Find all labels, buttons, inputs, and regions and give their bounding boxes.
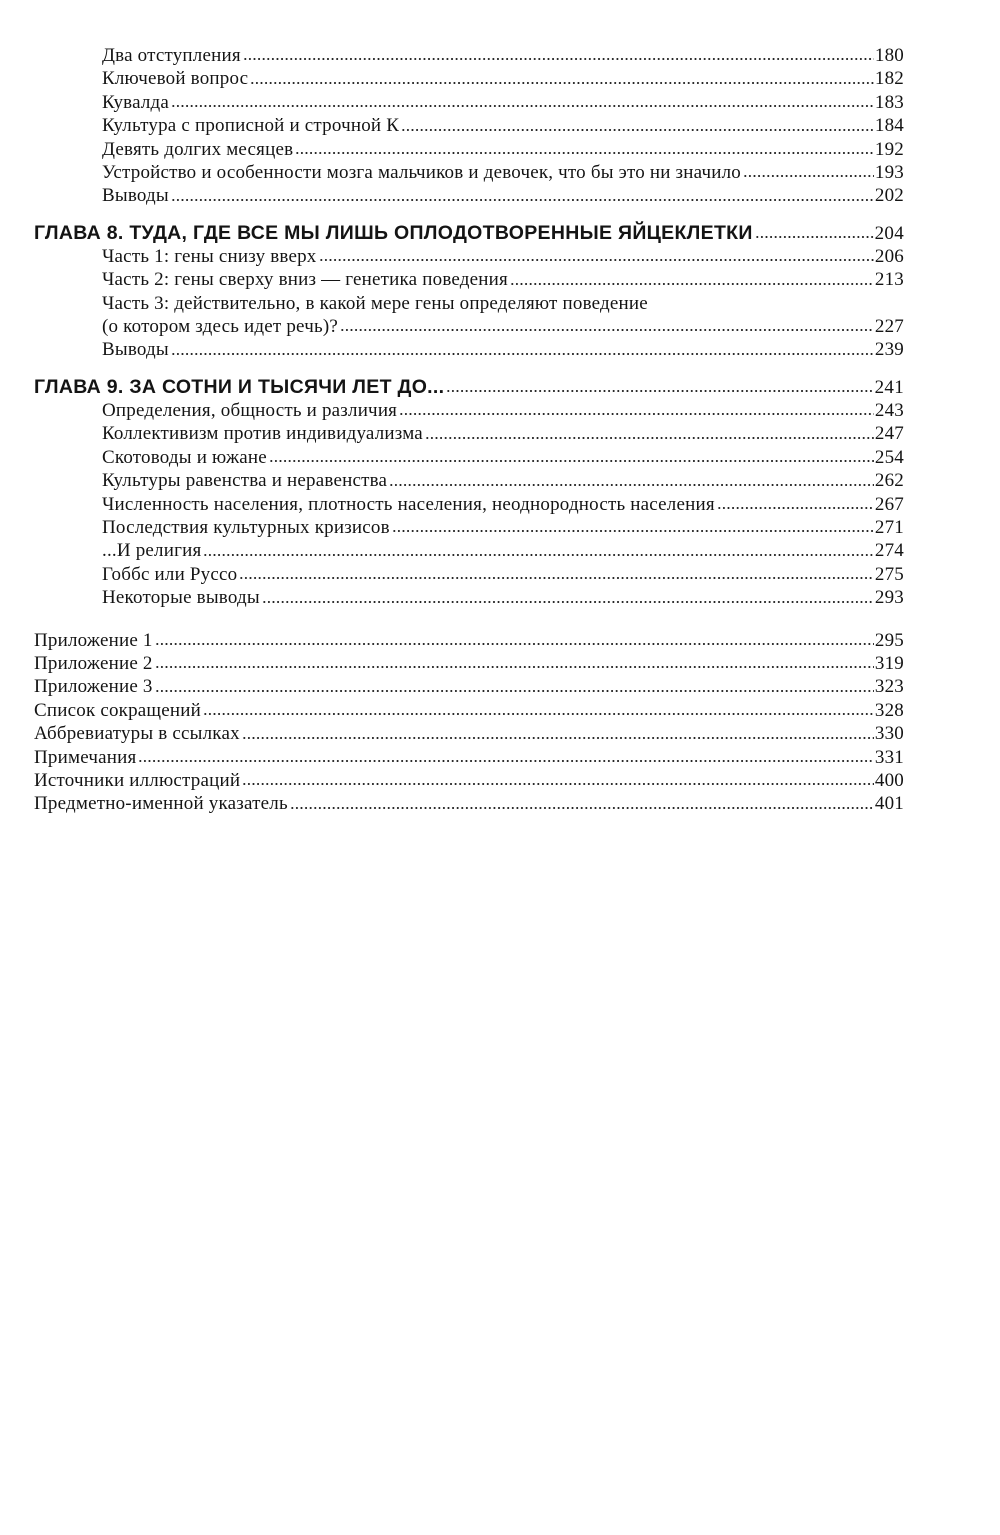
toc-entry-page: 271 (874, 516, 904, 538)
toc-entry-page: 401 (874, 793, 904, 815)
dot-leader (155, 688, 874, 694)
toc-entry (34, 338, 904, 361)
dot-leader (425, 435, 874, 441)
toc-entry (34, 422, 904, 445)
dot-leader (171, 351, 874, 357)
toc-entry (34, 268, 904, 291)
back-matter-entry (34, 652, 904, 675)
dot-leader (743, 173, 874, 179)
toc-entry (34, 138, 904, 161)
toc-entry-title: Два отступления (102, 45, 241, 66)
toc-entry-page: 213 (874, 269, 904, 291)
toc-entry-title: Источники иллюстраций (34, 769, 241, 791)
dot-leader (290, 805, 874, 811)
toc-entry-title: Выводы (102, 185, 169, 207)
toc-entry-title: Приложение 1 (34, 629, 153, 651)
toc-entry-page: 184 (874, 115, 904, 137)
toc-entry (34, 91, 904, 114)
toc-entry-page: 182 (874, 68, 904, 90)
toc-entry (34, 516, 904, 539)
toc-entry-title-line1: Часть 3: действительно, в какой мере гены определяют поведение (102, 292, 648, 314)
table-of-contents (34, 44, 904, 816)
toc-entry-page: 262 (874, 470, 904, 492)
toc-entry-page: 275 (874, 563, 904, 585)
toc-entry-title: Кувалда (102, 91, 170, 113)
toc-entry (34, 399, 904, 422)
toc-entry (34, 563, 904, 586)
toc-entry-page: 274 (874, 540, 904, 562)
chapter-page: 241 (874, 376, 904, 398)
toc-entry-page: 254 (874, 446, 904, 468)
dot-leader (242, 735, 874, 741)
dot-leader (243, 56, 874, 62)
toc-entry-title: Коллективизм против индивидуализма (102, 423, 423, 445)
dot-leader (155, 664, 874, 670)
back-matter-entry (34, 722, 904, 745)
toc-entry (34, 446, 904, 469)
toc-entry-title: Ключевой вопрос (102, 68, 249, 90)
dot-leader (269, 458, 874, 464)
dot-leader (717, 505, 874, 511)
dot-leader (392, 528, 874, 534)
dot-leader (242, 781, 874, 787)
toc-entry-page: 206 (874, 245, 904, 267)
toc-entry (34, 184, 904, 207)
dot-leader (239, 575, 874, 581)
toc-entry-title: Приложение 2 (34, 652, 153, 674)
toc-entry-page: 323 (874, 676, 904, 698)
toc-entry-title: Культуры равенства и неравенства (102, 470, 388, 492)
toc-entry-title: Гоббс или Руссо (102, 563, 238, 585)
dot-leader (203, 552, 873, 558)
dot-leader (155, 641, 874, 647)
dot-leader (399, 411, 874, 417)
toc-entry-title: Культура с прописной и строчной К (102, 115, 400, 137)
toc-entry-title: Некоторые выводы (102, 587, 260, 609)
toc-entry (34, 586, 904, 609)
toc-entry (34, 493, 904, 516)
dot-leader (446, 388, 873, 394)
toc-entry-page: 239 (874, 339, 904, 361)
toc-entry (34, 245, 904, 268)
back-matter-entry (34, 792, 904, 815)
toc-entry-title: Часть 2: гены сверху вниз — генетика поведения (102, 269, 508, 291)
toc-entry-title: Скотоводы и южане (102, 446, 267, 468)
toc-entry-page: 293 (874, 587, 904, 609)
toc-entry-page: 180 (874, 45, 904, 66)
toc-entry (34, 315, 904, 338)
dot-leader (755, 234, 874, 240)
toc-entry-page: 400 (874, 769, 904, 791)
chapter-heading (34, 222, 904, 245)
toc-entry-title: Приложение 3 (34, 676, 153, 698)
back-matter-entry (34, 629, 904, 652)
toc-entry-title: ...И религия (102, 540, 202, 562)
toc-entry-title: Выводы (102, 339, 169, 361)
dot-leader (319, 257, 874, 263)
toc-entry-title: Часть 1: гены снизу вверх (102, 245, 317, 267)
toc-entry-page: 202 (874, 185, 904, 207)
back-matter-entry (34, 769, 904, 792)
toc-entry-title: Устройство и особенности мозга мальчиков и девочек, что бы это ни значило (102, 162, 742, 184)
back-matter-entry (34, 675, 904, 698)
chapter-page: 204 (874, 222, 904, 244)
dot-leader (138, 758, 873, 764)
dot-leader (295, 150, 874, 156)
chapter-title: ГЛАВА 9. ЗА СОТНИ И ТЫСЯЧИ ЛЕТ ДО... (34, 375, 445, 398)
toc-entry-page: 267 (874, 493, 904, 515)
toc-entry (34, 539, 904, 562)
dot-leader (389, 482, 874, 488)
dot-leader (171, 197, 874, 203)
dot-leader (262, 599, 874, 605)
toc-entry (34, 469, 904, 492)
toc-entry-title: Определения, общность и различия (102, 399, 398, 421)
toc-entry (34, 161, 904, 184)
toc-entry-page: 330 (874, 723, 904, 745)
toc-entry-page: 183 (874, 91, 904, 113)
chapter-title: ГЛАВА 8. ТУДА, ГДЕ ВСЕ МЫ ЛИШЬ ОПЛОДОТВОРЕННЫЕ ЯЙЦЕКЛЕТКИ (34, 221, 753, 244)
toc-entry-title: Аббревиатуры в ссылках (34, 723, 240, 745)
toc-entry-page: 193 (874, 162, 904, 184)
dot-leader (340, 327, 874, 333)
toc-entry-page: 243 (874, 399, 904, 421)
dot-leader (171, 103, 874, 109)
back-matter-entry (34, 699, 904, 722)
toc-entry-title: Список сокращений (34, 699, 201, 721)
toc-entry (34, 114, 904, 137)
toc-entry-page: 247 (874, 423, 904, 445)
toc-entry-page: 328 (874, 699, 904, 721)
toc-entry-page: 227 (874, 316, 904, 338)
toc-entry-page: 331 (874, 746, 904, 768)
toc-entry-page: 192 (874, 138, 904, 160)
toc-entry-page: 319 (874, 652, 904, 674)
dot-leader (203, 711, 874, 717)
back-matter-entry (34, 746, 904, 769)
toc-entry-title: Примечания (34, 746, 137, 768)
dot-leader (401, 127, 874, 133)
chapter-heading (34, 376, 904, 399)
toc-entry-title: Предметно-именной указатель (34, 793, 288, 815)
toc-entry-title: Последствия культурных кризисов (102, 516, 390, 538)
dot-leader (510, 281, 874, 287)
toc-entry-title: Девять долгих месяцев (102, 138, 294, 160)
toc-entry (34, 67, 904, 90)
toc-entry-title: Численность населения, плотность населения, неоднородность населения (102, 493, 715, 515)
toc-entry-title-line2: (о котором здесь идет речь)? (102, 316, 339, 338)
toc-entry (34, 44, 904, 67)
dot-leader (250, 80, 874, 86)
toc-entry-page: 295 (874, 629, 904, 651)
